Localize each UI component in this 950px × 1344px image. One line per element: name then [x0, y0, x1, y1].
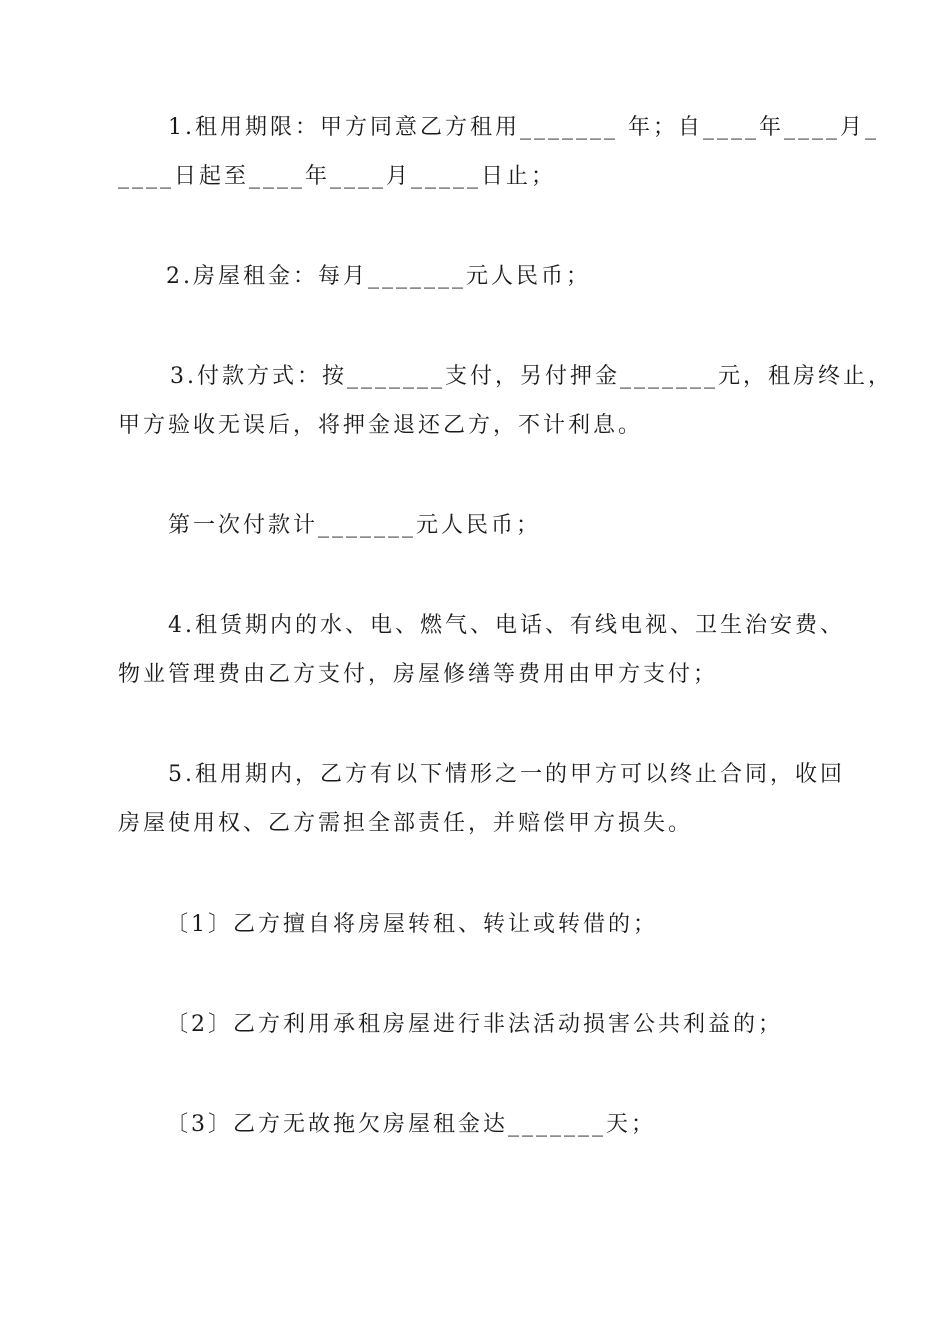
sub-item-2: 〔2〕乙方利用承租房屋进行非法活动损害公共利益的；	[166, 1012, 783, 1037]
first-payment-line: 第一次付款计_______元人民币；	[168, 513, 542, 538]
clause-1-line-1: 1.租用期限：甲方同意乙方租用_______ 年；自____年____月_	[168, 115, 879, 140]
clause-1-line-2: ____日起至____年____月_____日止；	[118, 164, 557, 189]
clause-5-line-2: 房屋使用权、乙方需担全部责任，并赔偿甲方损失。	[118, 811, 694, 836]
sub-item-3: 〔3〕乙方无故拖欠房屋租金达_______天；	[166, 1112, 656, 1137]
clause-2-line-1: 2.房屋租金：每月_______元人民币；	[166, 264, 591, 289]
clause-4-line-1: 4.租赁期内的水、电、燃气、电话、有线电视、卫生治安费、	[168, 613, 845, 638]
clause-3-line-1: 3.付款方式：按_______支付，另付押金_______元，租房终止，	[170, 364, 893, 389]
clause-3-line-2: 甲方验收无误后，将押金退还乙方，不计利息。	[118, 413, 644, 438]
sub-item-1: 〔1〕乙方擅自将房屋转租、转让或转借的；	[166, 912, 658, 937]
clause-4-line-2: 物业管理费由乙方支付，房屋修缮等费用由甲方支付；	[118, 662, 719, 687]
clause-5-line-1: 5.租用期内，乙方有以下情形之一的甲方可以终止合同，收回	[168, 762, 845, 787]
